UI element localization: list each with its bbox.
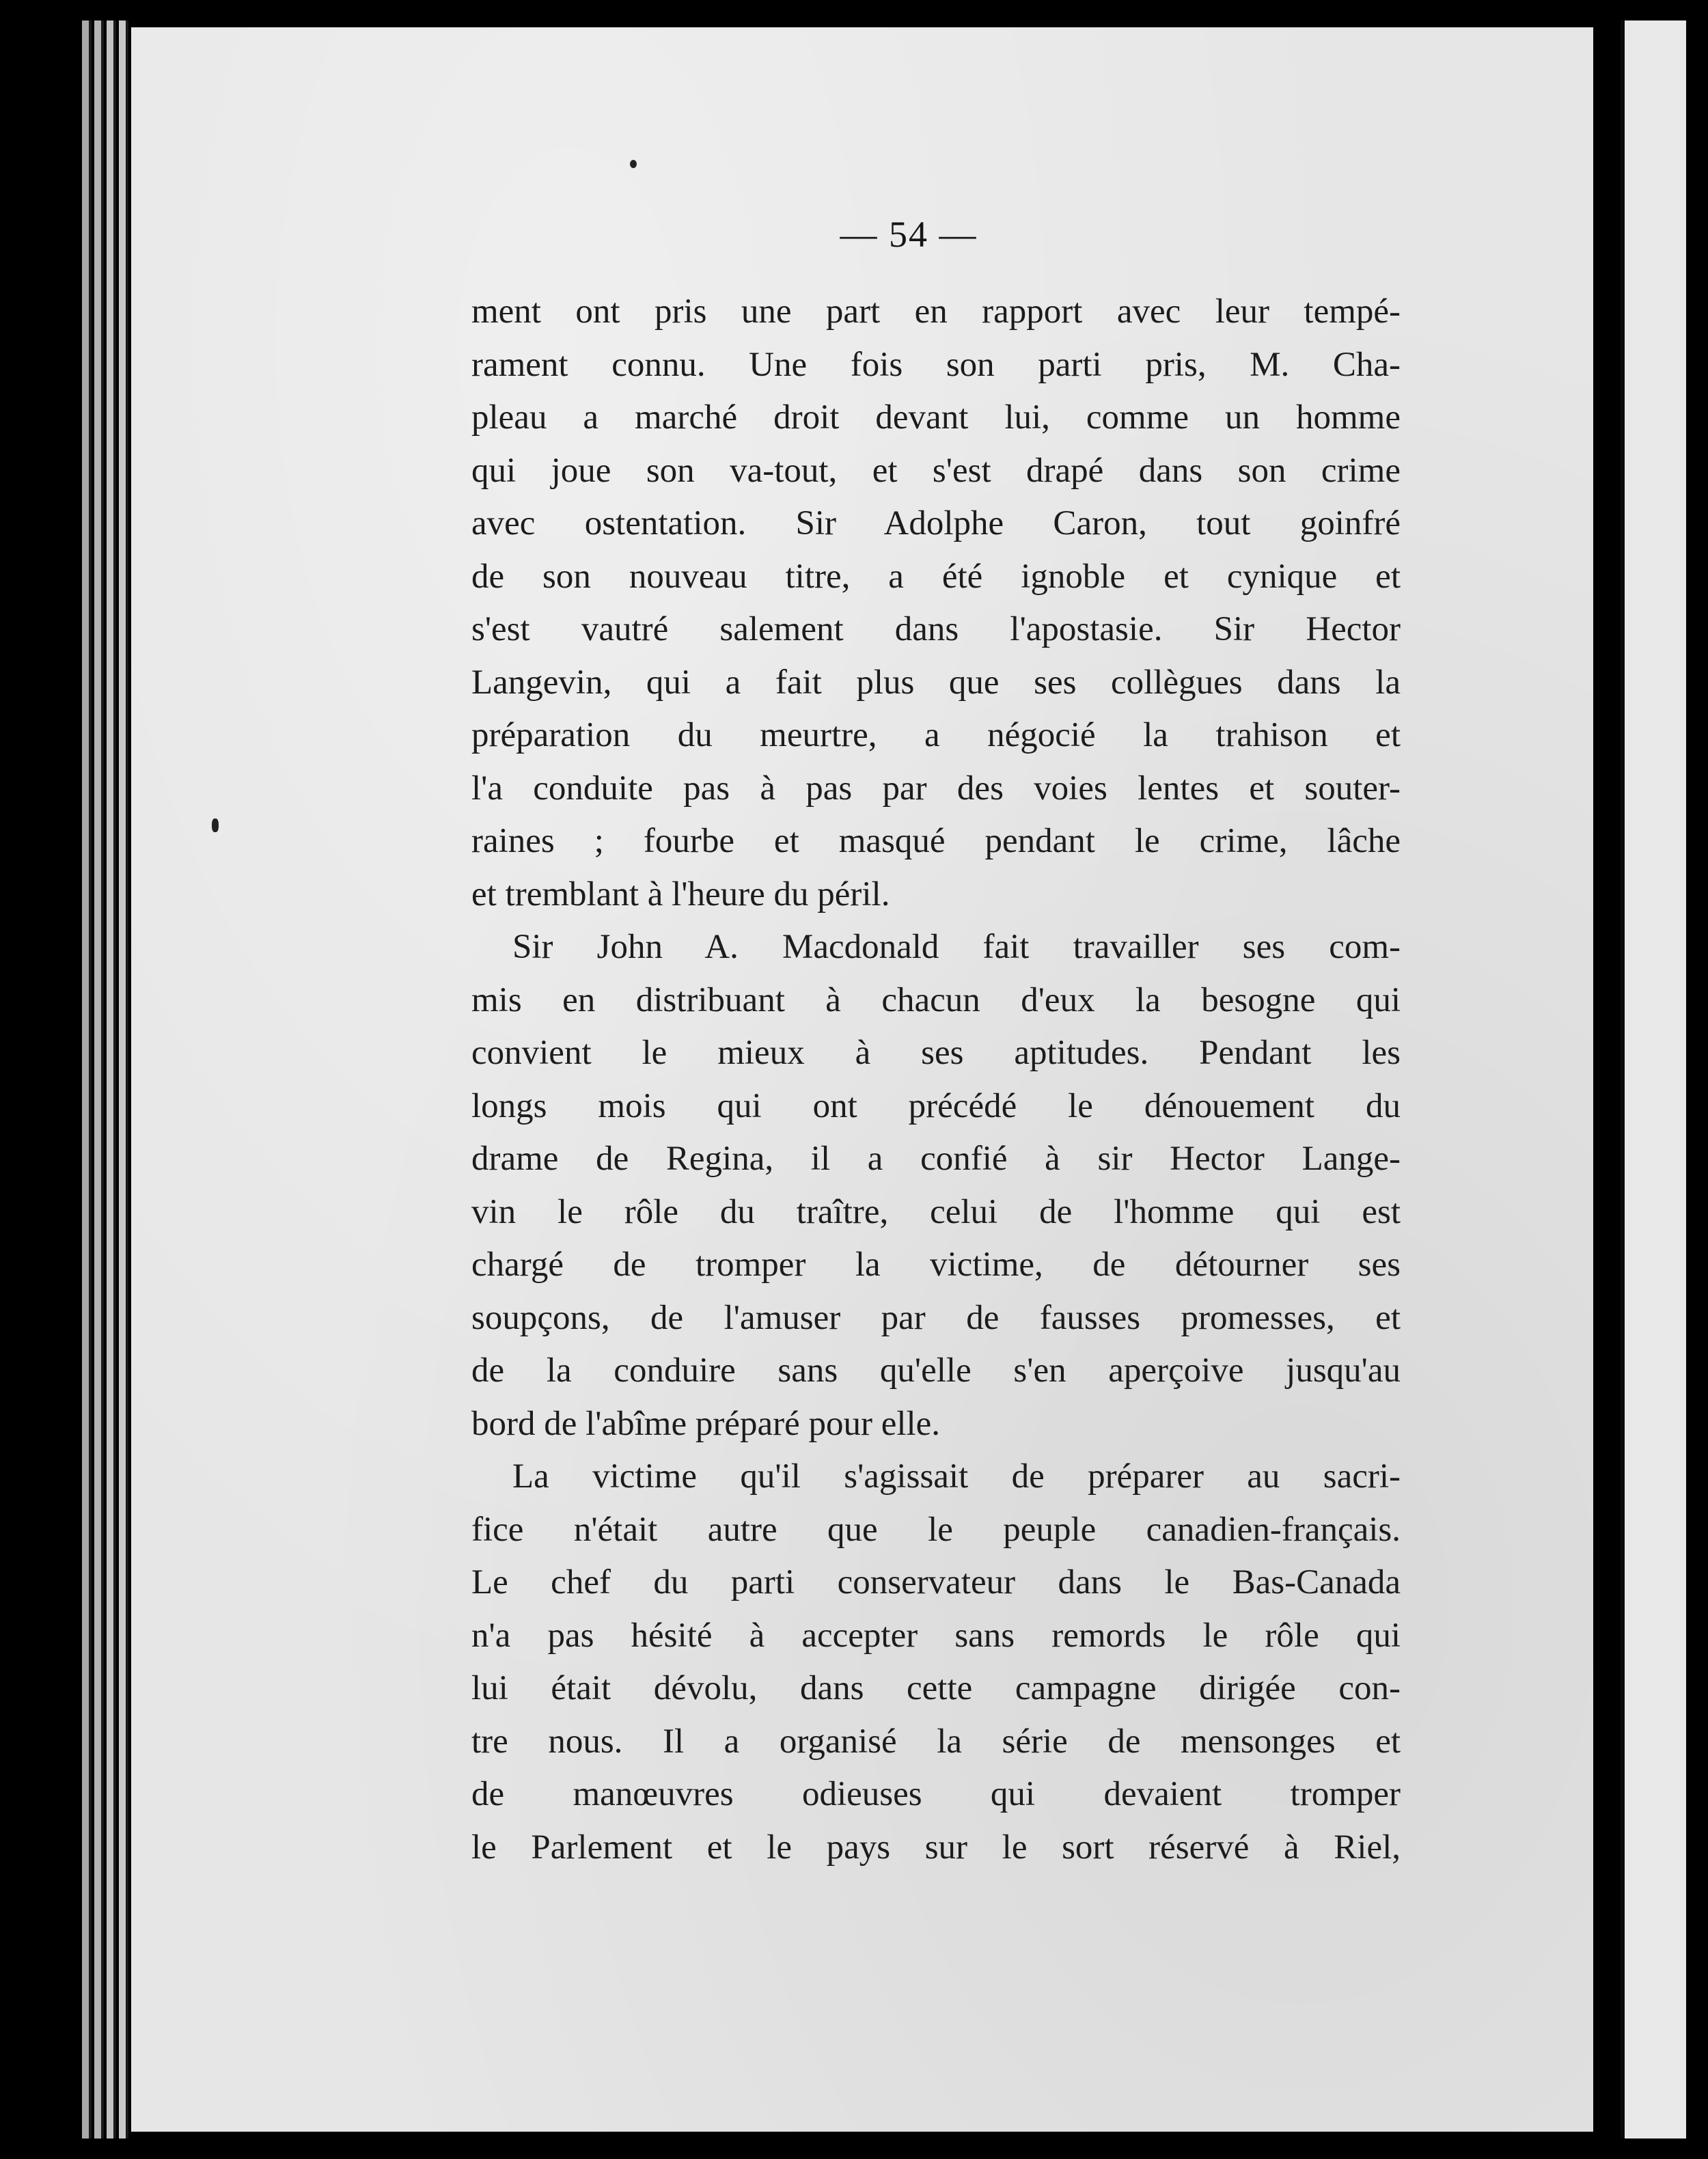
text-line: chargé de tromper la victime, de détourner ses: [471, 1246, 1401, 1284]
ink-speck: [630, 160, 637, 168]
text-line: lui était dévolu, dans cette campagne dirigée con-: [471, 1669, 1401, 1707]
text-line: tre nous. Il a organisé la série de mensonges et: [471, 1722, 1401, 1761]
text-line: s'est vautré salement dans l'apostasie. Sir Hector: [471, 610, 1401, 648]
text-line: n'a pas hésité à accepter sans remords le rôle qui: [471, 1616, 1401, 1655]
text-line: bord de l'abîme préparé pour elle.: [471, 1404, 941, 1443]
text-line: de son nouveau titre, a été ignoble et cynique et: [471, 557, 1401, 596]
text-line: raines ; fourbe et masqué pendant le crime, lâche: [471, 822, 1401, 860]
page-edge: [119, 20, 128, 2139]
text-line: Sir John A. Macdonald fait travailler ses com-: [512, 928, 1401, 966]
text-line: longs mois qui ont précédé le dénouement du: [471, 1086, 1401, 1125]
page-edge: [107, 20, 116, 2139]
text-line: l'a conduite pas à pas par des voies lentes et souter-: [471, 769, 1401, 808]
text-line: qui joue son va-tout, et s'est drapé dans son crime: [471, 451, 1401, 490]
text-line: convient le mieux à ses aptitudes. Pendant les: [471, 1034, 1401, 1072]
text-line: La victime qu'il s'agissait de préparer au sacri-: [512, 1457, 1401, 1496]
ink-speck: [212, 819, 219, 832]
text-line: le Parlement et le pays sur le sort réservé à Riel,: [471, 1828, 1401, 1867]
text-line: soupçons, de l'amuser par de fausses promesses, et: [471, 1298, 1401, 1337]
text-line: préparation du meurtre, a négocié la trahison et: [471, 716, 1401, 754]
text-line: de manœuvres odieuses qui devaient tromper: [471, 1775, 1401, 1813]
text-line: pleau a marché droit devant lui, comme un homme: [471, 398, 1401, 437]
text-line: et tremblant à l'heure du péril.: [471, 875, 890, 913]
page-edge: [94, 20, 104, 2139]
page-edge: [82, 20, 92, 2139]
text-line: de la conduire sans qu'elle s'en aperçoive jusqu'au: [471, 1351, 1401, 1390]
facing-page-edge: [1621, 20, 1686, 2139]
text-line: avec ostentation. Sir Adolphe Caron, tout goinfré: [471, 504, 1401, 542]
text-line: ment ont pris une part en rapport avec leur tempé-: [471, 292, 1401, 331]
text-line: vin le rôle du traître, celui de l'homme qui est: [471, 1192, 1401, 1231]
text-line: fice n'était autre que le peuple canadien-français.: [471, 1510, 1401, 1549]
page-number: — 54 —: [840, 214, 978, 255]
text-line: drame de Regina, il a confié à sir Hector Lange-: [471, 1140, 1401, 1178]
text-line: rament connu. Une fois son parti pris, M. Cha-: [471, 345, 1401, 384]
body-text: [471, 286, 1401, 1874]
text-line: Le chef du parti conservateur dans le Bas-Canada: [471, 1563, 1401, 1601]
text-line: mis en distribuant à chacun d'eux la besogne qui: [471, 980, 1401, 1019]
text-line: Langevin, qui a fait plus que ses collègues dans la: [471, 663, 1401, 702]
